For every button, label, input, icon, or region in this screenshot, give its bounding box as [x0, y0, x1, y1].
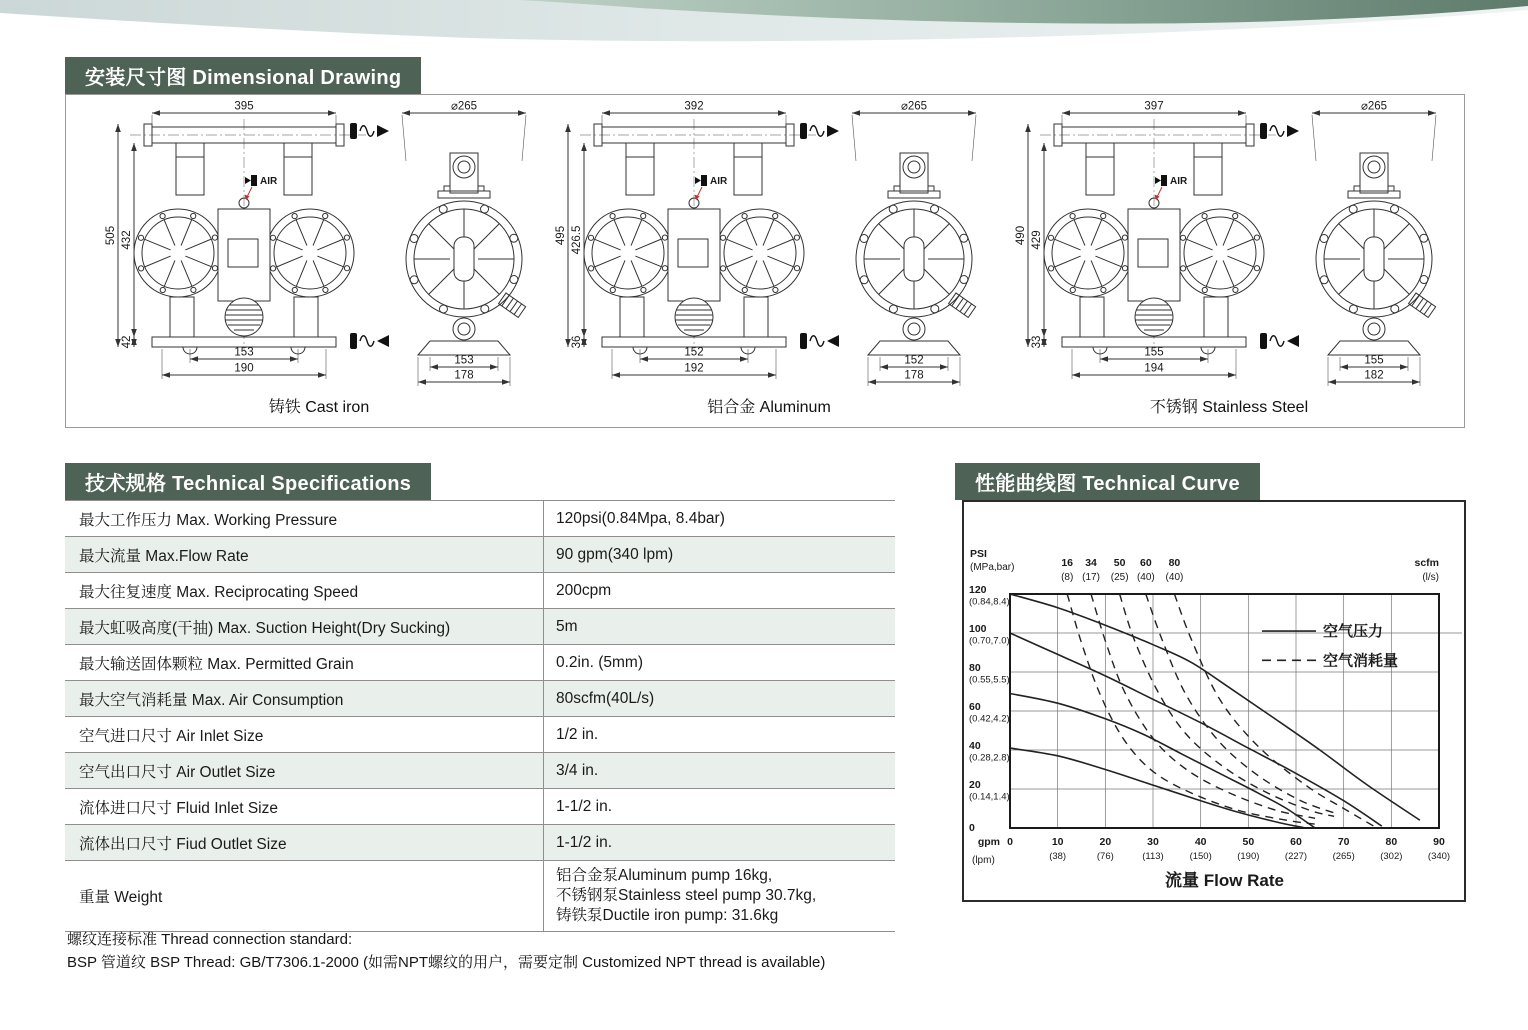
spec-value	[543, 861, 895, 931]
svg-text:scfm: scfm	[1414, 557, 1439, 569]
technical-curve-svg	[964, 502, 1464, 900]
spec-row-permitted-grain	[65, 645, 895, 681]
top-banner-decoration	[0, 0, 1528, 48]
series-air-consumption-50	[1120, 594, 1335, 816]
spec-label: 空气进口尺寸 Air Inlet Size	[79, 727, 264, 745]
svg-text:(150): (150)	[1189, 851, 1212, 862]
pump-figure-stainless-steel	[1004, 101, 1454, 417]
svg-text:397: 397	[1144, 101, 1164, 113]
weight-line-stainless: 不锈钢泵Stainless steel pump 30.7kg,	[556, 887, 817, 905]
technical-specifications-title: 技术规格 Technical Specifications	[85, 473, 412, 495]
svg-text:⌀265: ⌀265	[1360, 101, 1388, 113]
svg-text:426.5: 426.5	[571, 225, 583, 255]
svg-text:(0.14,1.4): (0.14,1.4)	[969, 791, 1010, 803]
svg-text:190: 190	[234, 362, 254, 375]
spec-row-reciprocating-speed	[65, 573, 895, 609]
spec-value: 80scfm(40L/s)	[543, 681, 895, 716]
svg-text:(lpm): (lpm)	[972, 855, 995, 866]
svg-text:(0.28,2.8): (0.28,2.8)	[969, 752, 1010, 764]
svg-text:392: 392	[684, 101, 704, 113]
technical-specifications-section	[65, 463, 895, 925]
svg-text:(0.84,8.4): (0.84,8.4)	[969, 596, 1010, 608]
technical-curve-chart	[962, 500, 1466, 902]
spec-row-flow-rate	[65, 537, 895, 573]
svg-text:16: 16	[1061, 557, 1074, 569]
spec-table	[65, 500, 895, 932]
svg-text:194: 194	[1144, 362, 1164, 375]
chart-labels	[969, 548, 1450, 890]
svg-text:490: 490	[1015, 225, 1027, 246]
svg-text:(0.42,4.2): (0.42,4.2)	[969, 713, 1010, 725]
svg-text:40: 40	[969, 740, 981, 752]
dimensional-drawing-header	[65, 57, 421, 94]
svg-text:(190): (190)	[1237, 851, 1260, 862]
spec-label: 最大流量 Max.Flow Rate	[79, 547, 249, 565]
dimensional-drawing-body	[65, 94, 1465, 428]
svg-text:AIR: AIR	[260, 176, 278, 187]
spec-row-working-pressure	[65, 501, 895, 537]
svg-text:(227): (227)	[1284, 851, 1308, 862]
series-air-consumption-16	[1067, 594, 1315, 824]
technical-curve-title: 性能曲线图 Technical Curve	[975, 473, 1240, 495]
svg-text:(40): (40)	[1165, 572, 1184, 583]
svg-text:120: 120	[969, 584, 987, 596]
svg-text:⌀265: ⌀265	[900, 101, 928, 113]
svg-text:(MPa,bar): (MPa,bar)	[970, 562, 1015, 573]
svg-text:60: 60	[1140, 557, 1152, 569]
svg-text:(25): (25)	[1110, 572, 1129, 583]
svg-text:90: 90	[1433, 836, 1445, 848]
svg-text:60: 60	[969, 701, 981, 713]
svg-text:AIR: AIR	[710, 176, 728, 187]
svg-text:(302): (302)	[1380, 851, 1403, 862]
svg-text:153: 153	[234, 346, 254, 359]
svg-text:50: 50	[1113, 557, 1126, 569]
svg-text:0: 0	[1007, 836, 1013, 848]
spec-label: 流体进口尺寸 Fluid Inlet Size	[79, 799, 278, 817]
svg-text:395: 395	[234, 101, 254, 113]
svg-text:178: 178	[454, 369, 474, 382]
note-line-2: BSP 管道纹 BSP Thread: GB/T7306.1-2000 (如需NPT螺纹的用户，需要定制 Customized NPT thread is available)	[67, 954, 826, 972]
spec-value: 1-1/2 in.	[543, 825, 895, 860]
svg-text:100: 100	[969, 623, 987, 635]
pump-views	[555, 101, 976, 386]
pump-drawing-aluminum	[544, 101, 994, 393]
svg-text:80: 80	[969, 662, 981, 674]
spec-value: 1/2 in.	[543, 717, 895, 752]
series-air-pressure-4	[1010, 748, 1306, 828]
svg-text:178: 178	[904, 369, 924, 382]
svg-text:34: 34	[1085, 557, 1097, 569]
spec-label: 重量 Weight	[79, 889, 163, 907]
chart-grid	[1010, 594, 1462, 828]
weight-line-ductile: 铸铁泵Ductile iron pump: 31.6kg	[556, 907, 779, 925]
svg-text:155: 155	[1144, 346, 1164, 359]
spec-label: 最大虹吸高度(干抽) Max. Suction Height(Dry Sucking)	[79, 619, 451, 637]
svg-text:80: 80	[1168, 557, 1181, 569]
svg-text:192: 192	[684, 362, 704, 375]
svg-text:流量 Flow Rate: 流量 Flow Rate	[1164, 871, 1285, 890]
pump-views	[1015, 101, 1436, 386]
chart-legend	[1262, 622, 1398, 669]
series-air-consumption-34	[1091, 594, 1315, 818]
spec-value: 120psi(0.84Mpa, 8.4bar)	[543, 501, 895, 536]
spec-value: 90 gpm(340 lpm)	[543, 537, 895, 572]
svg-text:152: 152	[904, 354, 924, 367]
svg-text:(17): (17)	[1082, 572, 1100, 583]
pump-drawing-cast-iron	[94, 101, 544, 393]
pump-figure-cast-iron	[94, 101, 544, 417]
spec-row-fluid-outlet-size	[65, 825, 895, 861]
note-line-1: 螺纹连接标准 Thread connection standard:	[67, 931, 353, 948]
svg-text:AIR: AIR	[1170, 176, 1188, 187]
spec-label: 最大输送固体颗粒 Max. Permitted Grain	[79, 655, 354, 673]
pump-caption: 不锈钢 Stainless Steel	[1149, 399, 1309, 416]
svg-text:182: 182	[1364, 369, 1384, 382]
svg-text:50: 50	[1242, 836, 1255, 848]
svg-text:(265): (265)	[1332, 851, 1355, 862]
svg-text:40: 40	[1194, 836, 1207, 848]
spec-value: 3/4 in.	[543, 753, 895, 788]
legend-label: 空气消耗量	[1323, 652, 1399, 670]
spec-value: 200cpm	[543, 573, 895, 608]
svg-text:33: 33	[1031, 335, 1043, 349]
spec-label: 最大空气消耗量 Max. Air Consumption	[79, 691, 344, 709]
svg-text:42: 42	[121, 335, 133, 349]
svg-text:0: 0	[969, 822, 975, 834]
weight-line-aluminum: 铝合金泵Aluminum pump 16kg,	[556, 867, 773, 884]
svg-text:20: 20	[969, 779, 981, 791]
spec-label: 空气出口尺寸 Air Outlet Size	[79, 763, 276, 781]
pump-figure-aluminum	[544, 101, 994, 417]
svg-text:152: 152	[684, 346, 704, 359]
svg-text:(l/s): (l/s)	[1422, 572, 1439, 583]
svg-text:80: 80	[1385, 836, 1398, 848]
spec-row-air-consumption	[65, 681, 895, 717]
technical-curve-section	[955, 463, 1465, 900]
spec-value: 1-1/2 in.	[543, 789, 895, 824]
spec-row-weight	[65, 861, 895, 932]
svg-text:505: 505	[105, 225, 117, 246]
svg-text:495: 495	[555, 225, 567, 246]
svg-text:70: 70	[1337, 836, 1350, 848]
svg-text:429: 429	[1031, 230, 1043, 250]
spec-label: 最大往复速度 Max. Reciprocating Speed	[79, 583, 359, 601]
dimensional-drawing-title: 安装尺寸图 Dimensional Drawing	[85, 67, 402, 89]
svg-text:20: 20	[1099, 836, 1112, 848]
svg-text:30: 30	[1147, 836, 1159, 848]
svg-text:(0.55,5.5): (0.55,5.5)	[969, 674, 1010, 686]
technical-specifications-header	[65, 463, 431, 500]
spec-row-air-outlet-size	[65, 753, 895, 789]
technical-curve-header	[955, 463, 1260, 500]
svg-text:(38): (38)	[1049, 851, 1067, 862]
svg-text:⌀265: ⌀265	[450, 101, 478, 113]
spec-row-air-inlet-size	[65, 717, 895, 753]
spec-label: 流体出口尺寸 Fiud Outlet Size	[79, 835, 287, 853]
spec-row-fluid-inlet-size	[65, 789, 895, 825]
svg-text:(8): (8)	[1061, 572, 1074, 583]
svg-text:gpm: gpm	[977, 836, 1000, 848]
svg-text:36: 36	[571, 335, 583, 349]
pump-views	[105, 101, 526, 386]
thread-standard-notes	[67, 928, 825, 975]
legend-label: 空气压力	[1323, 623, 1384, 641]
spec-value: 5m	[543, 609, 895, 644]
spec-value: 0.2in. (5mm)	[543, 645, 895, 680]
svg-text:153: 153	[454, 354, 474, 367]
svg-text:10: 10	[1051, 836, 1064, 848]
svg-text:PSI: PSI	[970, 548, 987, 560]
pump-caption: 铸铁 Cast iron	[268, 399, 370, 416]
svg-text:(340): (340)	[1427, 851, 1451, 862]
svg-text:(0.70,7.0): (0.70,7.0)	[969, 635, 1010, 647]
spec-row-suction-height	[65, 609, 895, 645]
svg-text:(40): (40)	[1136, 572, 1155, 583]
svg-text:60: 60	[1290, 836, 1302, 848]
pump-caption: 铝合金 Aluminum	[707, 399, 831, 416]
svg-text:432: 432	[121, 230, 133, 250]
spec-label: 最大工作压力 Max. Working Pressure	[79, 511, 338, 529]
svg-text:(76): (76)	[1096, 851, 1114, 862]
svg-text:155: 155	[1364, 354, 1384, 367]
dimensional-drawing-section	[65, 57, 1465, 428]
svg-text:(113): (113)	[1142, 851, 1164, 862]
pump-drawing-stainless-steel	[1004, 101, 1454, 393]
